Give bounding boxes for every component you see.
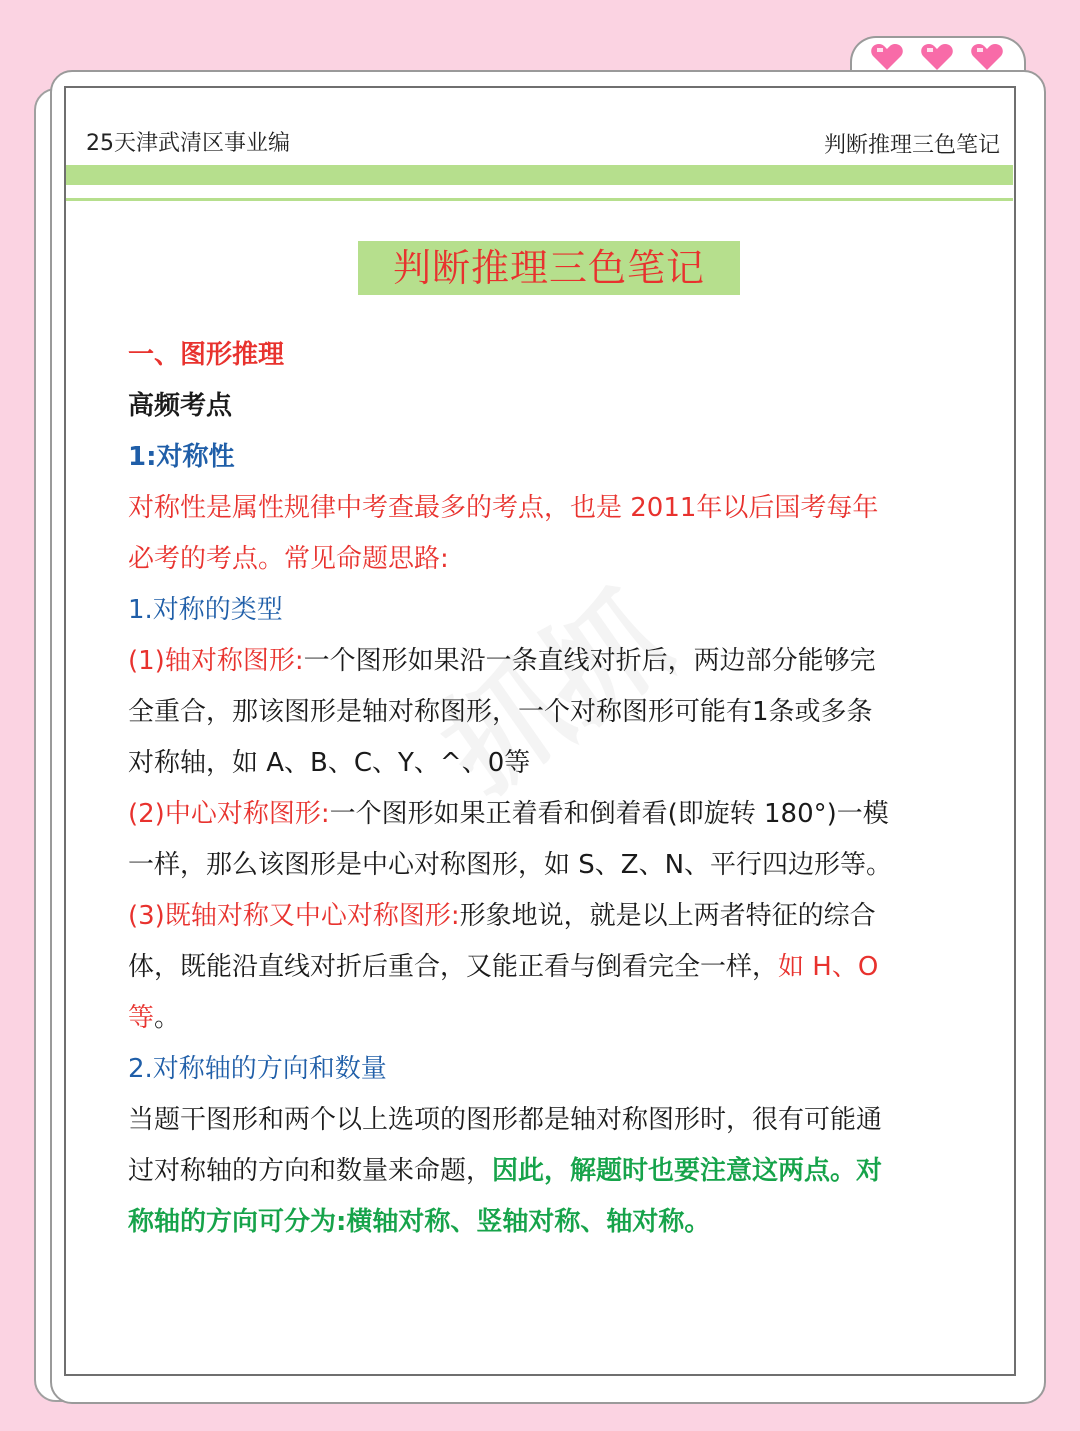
- axis-line-2: 全重合，那该图形是轴对称图形，一个对称图形可能有1条或多条: [128, 697, 873, 727]
- section-subheading: 高频考点: [128, 391, 233, 421]
- sub-title-1: 1.对称的类型: [128, 595, 283, 625]
- header-right: 判断推理三色笔记: [823, 133, 1000, 158]
- section-heading: 一、图形推理: [128, 340, 285, 370]
- header-rule: [66, 198, 1013, 201]
- center-text: 一个图形如果正着看和倒着看(即旋转 180°)一模: [329, 799, 889, 829]
- dir-text-2a: 过对称轴的方向和数量来命题，: [128, 1156, 493, 1186]
- center-line-2: 一样，那么该图形是中心对称图形，如 S、Z、N、平行四边形等。: [128, 850, 893, 880]
- dir-line-3: 称轴的方向可分为:横轴对称、竖轴对称、轴对称。: [128, 1207, 711, 1237]
- intro-line-1: 对称性是属性规律中考查最多的考点，也是 2011年以后国考每年: [128, 493, 879, 523]
- dir-text-2b: 因此，解题时也要注意这两点。对: [492, 1156, 883, 1186]
- header-band: [66, 165, 1013, 185]
- notes-body: [128, 330, 958, 1248]
- both-text-2b: 如 H、O: [778, 952, 879, 982]
- both-text-2a: 体，既能沿直线对折后重合，又能正看与倒看完全一样，: [128, 952, 779, 982]
- axis-label: (1)轴对称图形:: [128, 646, 304, 676]
- center-label: (2)中心对称图形:: [128, 799, 330, 829]
- point-title: 1:对称性: [128, 442, 235, 472]
- dir-line-1: 当题干图形和两个以上选项的图形都是轴对称图形时，很有可能通: [128, 1105, 883, 1135]
- both-label: (3)既轴对称又中心对称图形:: [128, 901, 460, 931]
- both-line-2: [128, 942, 958, 993]
- heart-icon: [970, 42, 1004, 72]
- header-left: 25天津武清区事业编: [86, 131, 290, 156]
- page-title: 判断推理三色笔记: [358, 241, 740, 295]
- both-line-3: [128, 993, 958, 1044]
- axis-line-1: [128, 636, 958, 687]
- both-line-1: [128, 891, 958, 942]
- axis-text: 一个图形如果沿一条直线对折后，两边部分能够完: [303, 646, 876, 676]
- both-text-3b: 。: [154, 1003, 181, 1033]
- sub-title-2: 2.对称轴的方向和数量: [128, 1054, 387, 1084]
- intro-line-2: 必考的考点。常见命题思路:: [128, 544, 449, 574]
- dir-line-2: [128, 1146, 958, 1197]
- both-text-3a: 等: [128, 1003, 155, 1033]
- heart-icon: [870, 42, 904, 72]
- center-line-1: [128, 789, 958, 840]
- both-text: 形象地说，就是以上两者特征的综合: [459, 901, 876, 931]
- axis-line-3: 对称轴，如 A、B、C、Y、^、0等: [128, 748, 531, 778]
- heart-icon: [920, 42, 954, 72]
